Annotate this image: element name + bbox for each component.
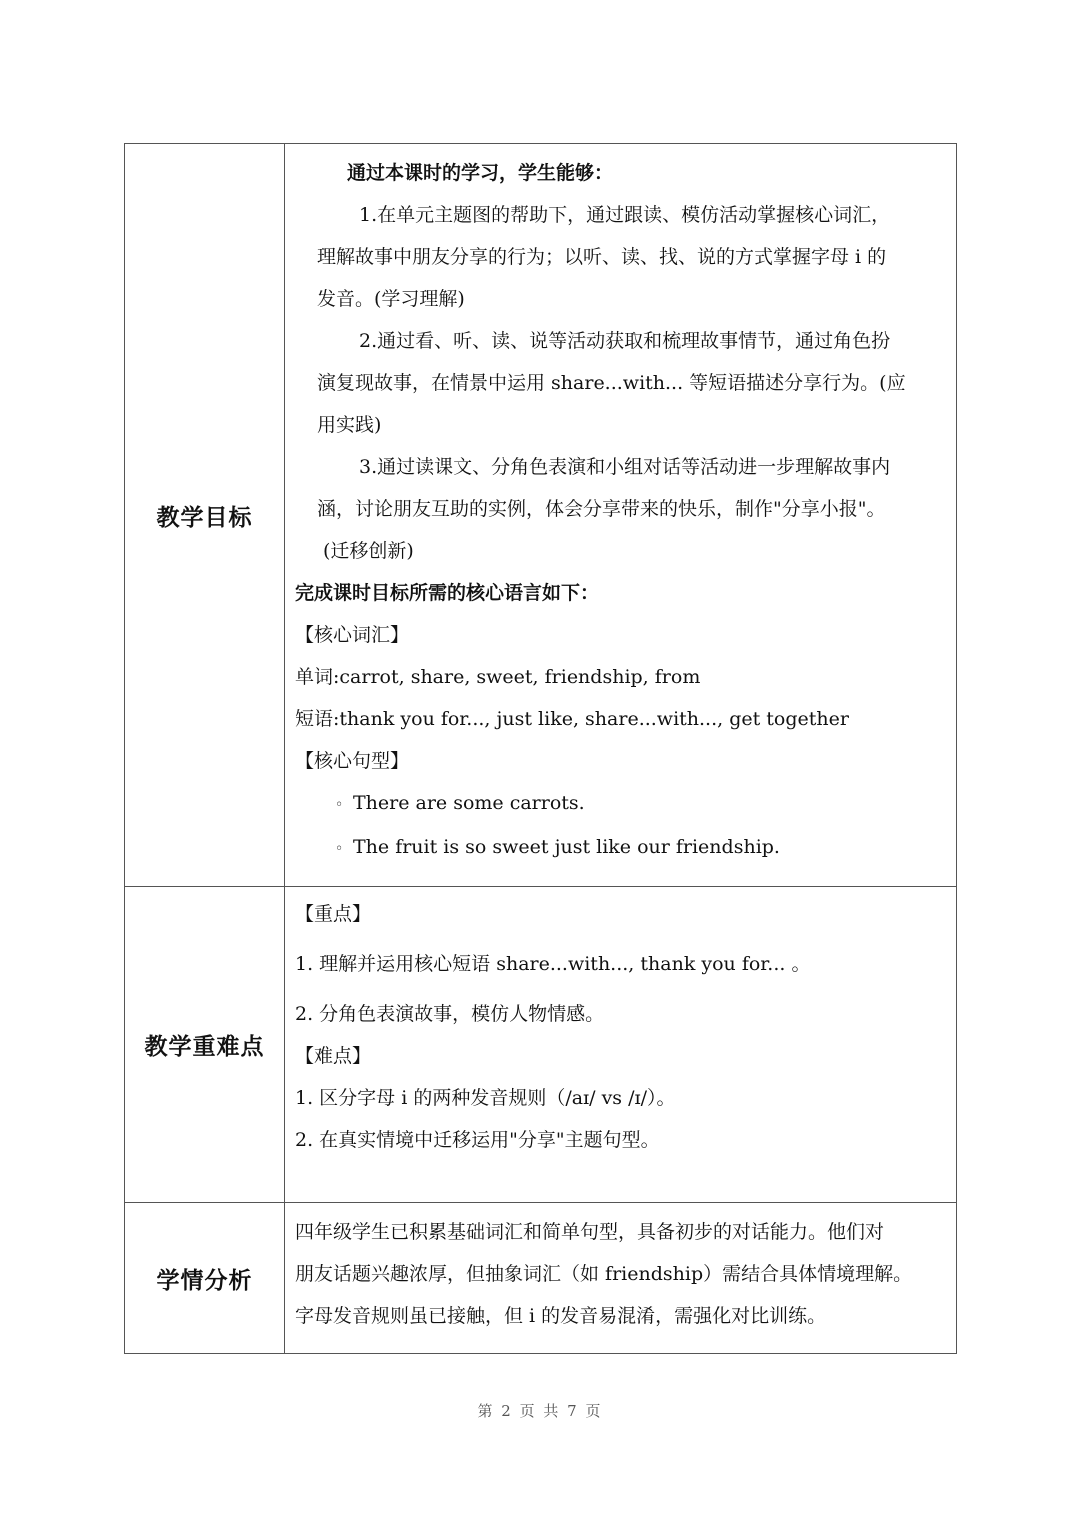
bullet-icon: ◦ xyxy=(335,841,344,857)
page-number-footer: 第 2 页 共 7 页 xyxy=(477,1402,603,1420)
analysis-line-1: 四年级学生已积累基础词汇和简单句型，具备初步的对话能力。他们对 xyxy=(295,1221,885,1243)
objective-2-line-1: 2.通过看、听、读、说等活动获取和梳理故事情节，通过角色扮 xyxy=(359,330,891,352)
objective-1-line-3: 发音。(学习理解) xyxy=(317,288,465,310)
key-point-1: 1. 理解并运用核心短语 share...with..., thank you for... 。 xyxy=(295,953,811,975)
objective-2-line-3: 用实践) xyxy=(317,414,382,436)
difficult-point-1: 1. 区分字母 i 的两种发音规则（/aɪ/ vs /ɪ/）。 xyxy=(295,1087,676,1109)
objective-3-line-3: (迁移创新) xyxy=(323,540,414,562)
content-teaching-objectives xyxy=(285,144,957,887)
label-student-analysis: 学情分析 xyxy=(125,1203,285,1354)
analysis-line-2: 朋友话题兴趣浓厚，但抽象词汇（如 friendship）需结合具体情境理解。 xyxy=(295,1263,913,1285)
key-point-2: 2. 分角色表演故事，模仿人物情感。 xyxy=(295,1003,605,1025)
core-sentence-1-text: There are some carrots. xyxy=(353,792,585,814)
objective-1-line-2: 理解故事中朋友分享的行为；以听、读、找、说的方式掌握字母 i 的 xyxy=(317,246,887,268)
key-points-heading: 【重点】 xyxy=(295,903,372,925)
core-vocab-heading: 【核心词汇】 xyxy=(295,624,410,646)
content-key-difficult-points xyxy=(285,887,957,1203)
label-key-difficult-points: 教学重难点 xyxy=(125,887,285,1203)
core-sentence-heading: 【核心句型】 xyxy=(295,750,410,772)
bullet-icon: ◦ xyxy=(335,797,344,813)
content-student-analysis xyxy=(285,1203,957,1354)
label-teaching-objectives: 教学目标 xyxy=(125,144,285,887)
objective-3-line-1: 3.通过读课文、分角色表演和小组对话等活动进一步理解故事内 xyxy=(359,456,891,478)
row-key-difficult-points xyxy=(125,887,957,1203)
core-language-intro: 完成课时目标所需的核心语言如下： xyxy=(295,582,600,604)
objective-1-line-1: 1.在单元主题图的帮助下，通过跟读、模仿活动掌握核心词汇， xyxy=(359,204,891,226)
core-phrases: 短语:thank you for..., just like, share...with..., get together xyxy=(295,708,849,730)
objective-3-line-2: 涵，讨论朋友互助的实例，体会分享带来的快乐，制作"分享小报"。 xyxy=(317,498,886,520)
difficult-points-heading: 【难点】 xyxy=(295,1045,372,1067)
row-teaching-objectives xyxy=(125,144,957,887)
row-student-analysis xyxy=(125,1203,957,1354)
core-words: 单词:carrot, share, sweet, friendship, from xyxy=(295,666,701,688)
objectives-intro: 通过本课时的学习，学生能够： xyxy=(347,162,614,184)
difficult-point-2: 2. 在真实情境中迁移运用"分享"主题句型。 xyxy=(295,1129,660,1151)
core-sentence-2 xyxy=(285,826,956,870)
lesson-plan-table xyxy=(124,143,957,1354)
core-sentence-1 xyxy=(285,782,956,826)
objective-2-line-2: 演复现故事，在情景中运用 share...with... 等短语描述分享行为。(应 xyxy=(317,372,906,394)
analysis-line-3: 字母发音规则虽已接触，但 i 的发音易混淆，需强化对比训练。 xyxy=(295,1305,827,1327)
core-sentence-2-text: The fruit is so sweet just like our friendship. xyxy=(353,836,780,858)
